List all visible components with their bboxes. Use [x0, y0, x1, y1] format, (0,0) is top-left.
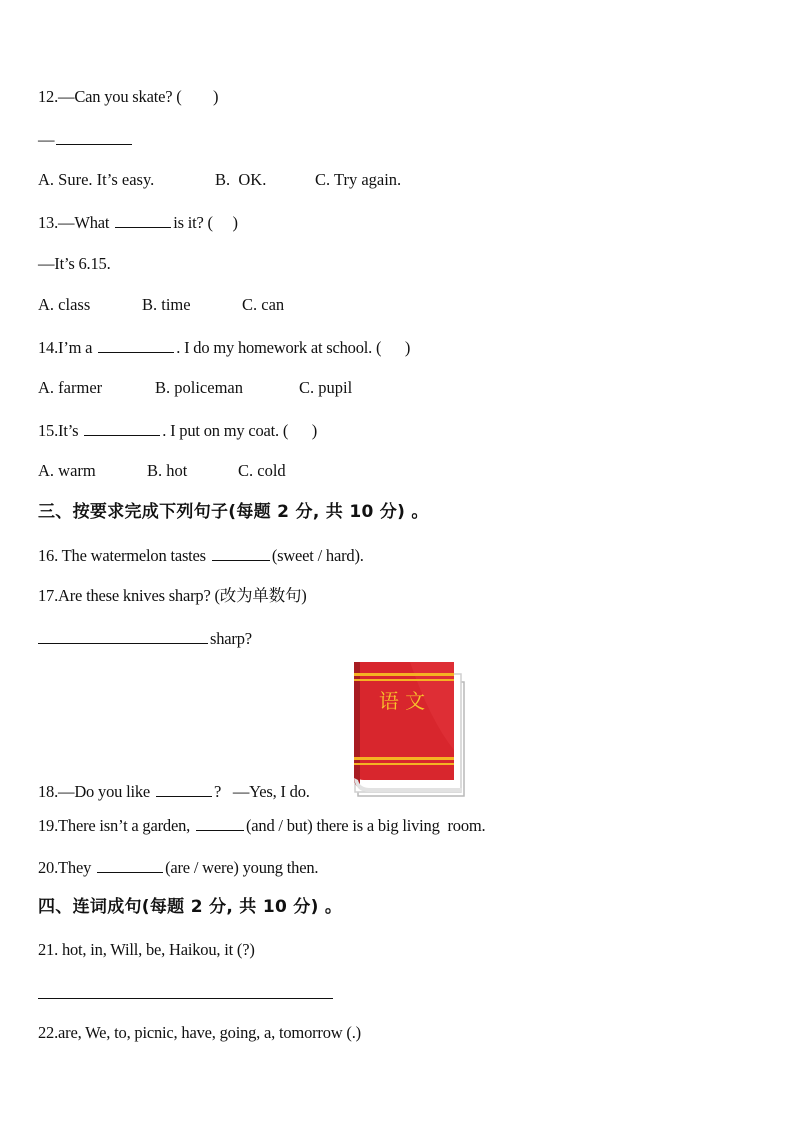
- q16-stem-start: 16. The watermelon tastes: [38, 546, 210, 565]
- q19-stem-end: (and / but) there is a big living room.: [245, 816, 486, 835]
- q21-answer-line[interactable]: [38, 998, 333, 999]
- q13-option-b: B. time: [142, 295, 191, 314]
- q19-stem-start: 19.There isn’t a garden,: [38, 816, 194, 835]
- q14-stem-end: . I do my homework at school. ( ): [176, 338, 411, 357]
- q13-stem: [38, 212, 238, 233]
- q21-stem: 21. hot, in, Will, be, Haikou, it (?): [38, 940, 255, 959]
- q15-option-b: B. hot: [147, 461, 188, 480]
- q14-answer-blank[interactable]: [98, 337, 174, 353]
- q14-stem-start: 14.I’m a: [38, 338, 97, 357]
- q13-stem-end: is it? ( ): [173, 213, 238, 232]
- q12-option-b: B. OK.: [215, 170, 267, 189]
- q13-stem-start: 13.—What: [38, 213, 114, 232]
- q12-reply-dash: —: [38, 130, 55, 149]
- book-stripe-bottom-1: [354, 757, 454, 760]
- q12-option-a: A. Sure. It’s easy.: [38, 170, 155, 189]
- q18-stem: [38, 781, 310, 802]
- q15-stem: [38, 420, 317, 441]
- q12-reply-line: [38, 129, 134, 150]
- q12-option-c: C. Try again.: [315, 170, 402, 189]
- q14-option-a: A. farmer: [38, 378, 103, 397]
- q17-answer-line: [38, 628, 252, 649]
- q19-answer-blank[interactable]: [196, 815, 244, 831]
- q14-option-b: B. policeman: [155, 378, 243, 397]
- chinese-textbook-image: [350, 660, 468, 800]
- q16-stem-end: (sweet / hard).: [271, 546, 364, 565]
- q15-option-a: A. warm: [38, 461, 96, 480]
- q19-stem: [38, 815, 485, 836]
- q16-stem: [38, 545, 364, 566]
- q17-answer-blank[interactable]: [38, 628, 208, 644]
- q13-answer-blank[interactable]: [115, 212, 171, 228]
- book-stripe-top-1: [354, 673, 454, 676]
- q18-answer-blank[interactable]: [156, 781, 212, 797]
- book-stripe-top-2: [354, 679, 454, 681]
- q17-stem: 17.Are these knives sharp? (改为单数句): [38, 586, 307, 605]
- q14-stem: [38, 337, 410, 358]
- section4-heading: 四、连词成句(每题 2 分, 共 10 分) 。: [38, 897, 343, 917]
- q15-option-c: C. cold: [238, 461, 286, 480]
- q22-stem: 22.are, We, to, picnic, have, going, a, tomorrow (.): [38, 1023, 361, 1042]
- q15-answer-blank[interactable]: [84, 420, 160, 436]
- q18-stem-start: 18.—Do you like: [38, 782, 154, 801]
- q13-option-c: C. can: [242, 295, 285, 314]
- q16-answer-blank[interactable]: [212, 545, 270, 561]
- q17-answer-tail: sharp?: [210, 629, 252, 648]
- q12-answer-blank[interactable]: [56, 129, 132, 145]
- q13-reply: —It’s 6.15.: [38, 254, 111, 273]
- q18-stem-end: ? —Yes, I do.: [213, 782, 310, 801]
- q20-stem: [38, 857, 318, 878]
- q12-stem: 12.—Can you skate? ( ): [38, 87, 219, 106]
- section3-heading: 三、按要求完成下列句子(每题 2 分, 共 10 分) 。: [38, 502, 429, 522]
- q15-stem-start: 15.It’s: [38, 421, 83, 440]
- q15-stem-end: . I put on my coat. ( ): [162, 421, 318, 440]
- q20-answer-blank[interactable]: [97, 857, 163, 873]
- q20-stem-start: 20.They: [38, 858, 96, 877]
- q14-option-c: C. pupil: [299, 378, 353, 397]
- q20-stem-end: (are / were) young then.: [165, 858, 319, 877]
- q13-option-a: A. class: [38, 295, 91, 314]
- book-stripe-bottom-2: [354, 763, 454, 765]
- book-title: 语 文: [378, 689, 426, 713]
